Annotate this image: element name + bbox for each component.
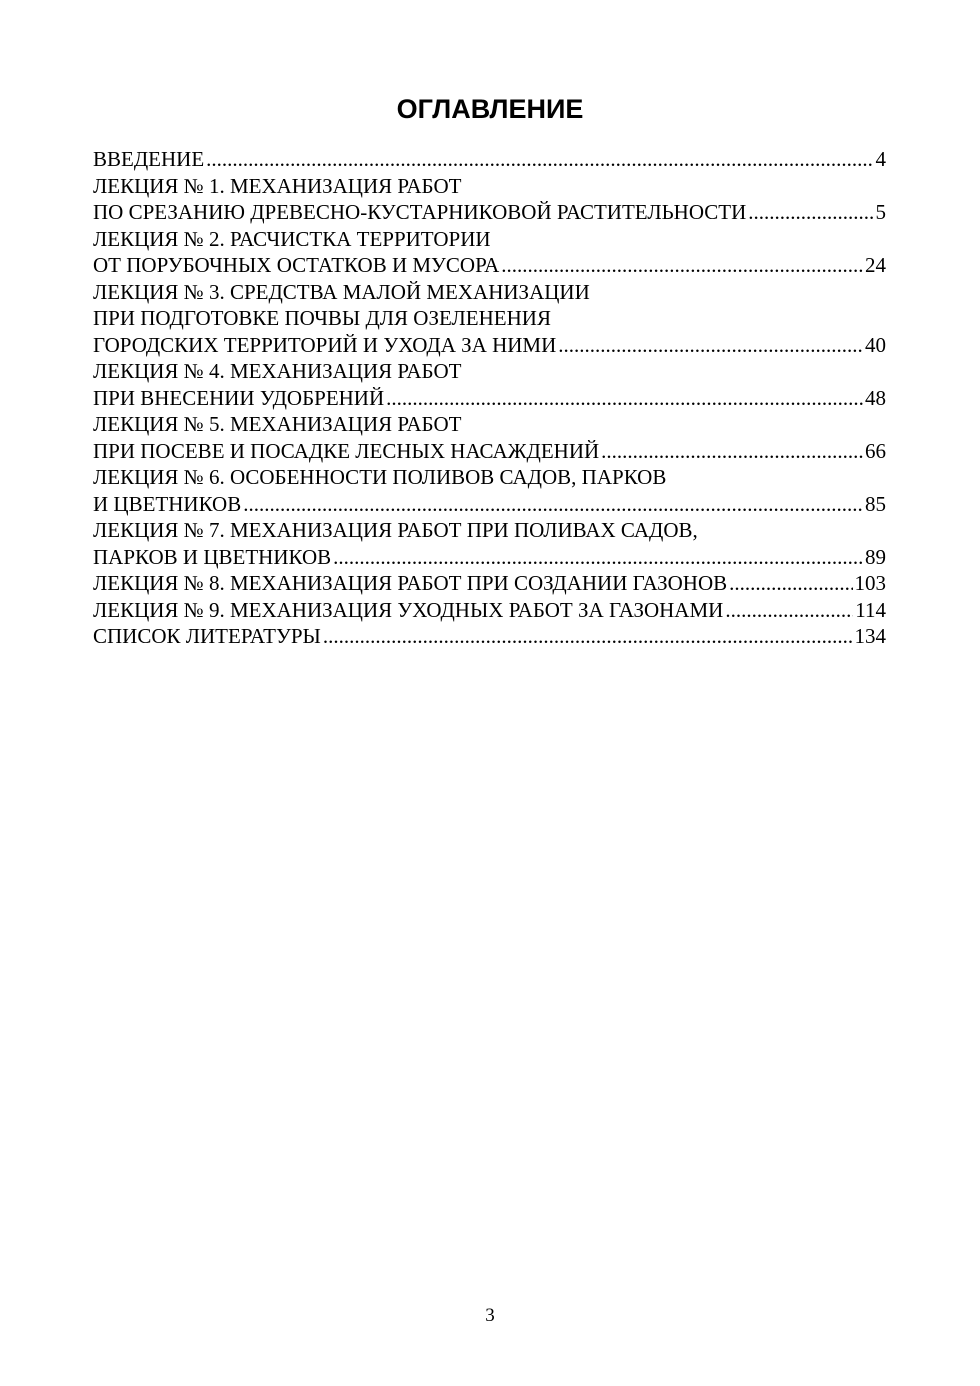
toc-page-number: 66 [865,438,886,463]
toc-entry-last-line [93,332,886,359]
toc-entry-text: ЛЕКЦИЯ № 9. МЕХАНИЗАЦИЯ УХОДНЫХ РАБОТ ЗА ГАЗОНАМИ [93,597,724,622]
dot-leader [725,597,853,624]
page-title: ОГЛАВЛЕНИЕ [396,94,584,124]
toc-entry-text: ПО СРЕЗАНИЮ ДРЕВЕСНО-КУСТАРНИКОВОЙ РАСТИТЕЛЬНОСТИ [93,200,747,224]
toc-entry-last-line [93,623,886,650]
toc-page-number: 4 [875,147,886,171]
toc-entry-last-line [93,199,886,226]
toc-entry[interactable] [93,623,886,650]
toc-entry-text: ЛЕКЦИЯ № 7. МЕХАНИЗАЦИЯ РАБОТ ПРИ ПОЛИВАХ САДОВ, [93,518,698,542]
toc-entry-title-line [93,305,886,332]
toc-entry[interactable] [93,517,886,570]
toc-page-number: 85 [865,491,886,516]
page-number: 3 [485,1305,495,1326]
dot-leader [243,491,863,518]
toc-entry-title-line [93,226,886,253]
toc-entry-last-line [93,438,886,465]
toc-entry-text: И ЦВЕТНИКОВ [93,491,242,516]
toc-entry-title-line [93,464,886,491]
toc-entry-text: ВВЕДЕНИЕ [93,147,205,171]
toc-entry[interactable] [93,411,886,464]
toc-entry-text: ЛЕКЦИЯ № 4. МЕХАНИЗАЦИЯ РАБОТ [93,359,462,383]
toc-entry-last-line [93,252,886,279]
toc-entry[interactable] [93,279,886,359]
toc-entry-text: ЛЕКЦИЯ № 1. МЕХАНИЗАЦИЯ РАБОТ [93,173,462,198]
toc-entry-title-line [93,173,886,200]
toc-entry-text: ЛЕКЦИЯ № 2. РАСЧИСТКА ТЕРРИТОРИИ [93,226,491,251]
toc-entry[interactable] [93,226,886,279]
toc-entry[interactable] [93,358,886,411]
toc-entry-title-line [93,279,886,306]
toc-entry-text: ОТ ПОРУБОЧНЫХ ОСТАТКОВ И МУСОРА [93,253,500,277]
toc-entry-title-line [93,358,886,385]
toc-entry[interactable] [93,146,886,173]
dot-leader [601,438,863,465]
toc-entry-text: СПИСОК ЛИТЕРАТУРЫ [93,624,321,648]
toc-entry[interactable] [93,173,886,226]
toc-entry[interactable] [93,597,886,624]
toc-page-number: 48 [865,385,886,410]
dot-leader [501,252,863,279]
table-of-contents [93,146,886,650]
toc-entry-text: ПРИ ПОСЕВЕ И ПОСАДКЕ ЛЕСНЫХ НАСАЖДЕНИЙ [93,438,600,463]
toc-entry-last-line [93,597,886,624]
toc-entry-last-line [93,544,886,571]
toc-page-number: 114 [855,597,886,622]
toc-entry-text: ГОРОДСКИХ ТЕРРИТОРИЙ И УХОДА ЗА НИМИ [93,332,557,357]
toc-page-number: 134 [854,624,886,648]
dot-leader [206,146,873,173]
dot-leader [558,332,863,359]
dot-leader [748,199,873,226]
toc-entry-title-line [93,517,886,544]
toc-entry-last-line [93,570,886,597]
toc-page-number: 89 [865,544,886,569]
dot-leader [323,623,853,650]
toc-entry-last-line [93,491,886,518]
dot-leader [333,544,863,571]
toc-entry-text: ЛЕКЦИЯ № 8. МЕХАНИЗАЦИЯ РАБОТ ПРИ СОЗДАНИИ ГАЗОНОВ [93,571,728,595]
toc-entry-text: ЛЕКЦИЯ № 3. СРЕДСТВА МАЛОЙ МЕХАНИЗАЦИИ [93,279,590,304]
toc-entry[interactable] [93,570,886,597]
toc-entry-title-line [93,411,886,438]
toc-page-number: 5 [875,200,886,224]
toc-entry-text: ПАРКОВ И ЦВЕТНИКОВ [93,544,332,569]
toc-entry[interactable] [93,464,886,517]
toc-entry-text: ЛЕКЦИЯ № 6. ОСОБЕННОСТИ ПОЛИВОВ САДОВ, ПАРКОВ [93,465,667,489]
dot-leader [729,570,852,597]
toc-page-number: 103 [854,571,886,595]
toc-entry-text: ПРИ ПОДГОТОВКЕ ПОЧВЫ ДЛЯ ОЗЕЛЕНЕНИЯ [93,306,551,330]
toc-entry-text: ПРИ ВНЕСЕНИИ УДОБРЕНИЙ [93,385,385,410]
toc-entry-last-line [93,385,886,412]
toc-page-number: 24 [865,253,886,277]
dot-leader [386,385,863,412]
toc-entry-text: ЛЕКЦИЯ № 5. МЕХАНИЗАЦИЯ РАБОТ [93,412,462,436]
toc-page-number: 40 [865,332,886,357]
toc-entry-last-line [93,146,886,173]
